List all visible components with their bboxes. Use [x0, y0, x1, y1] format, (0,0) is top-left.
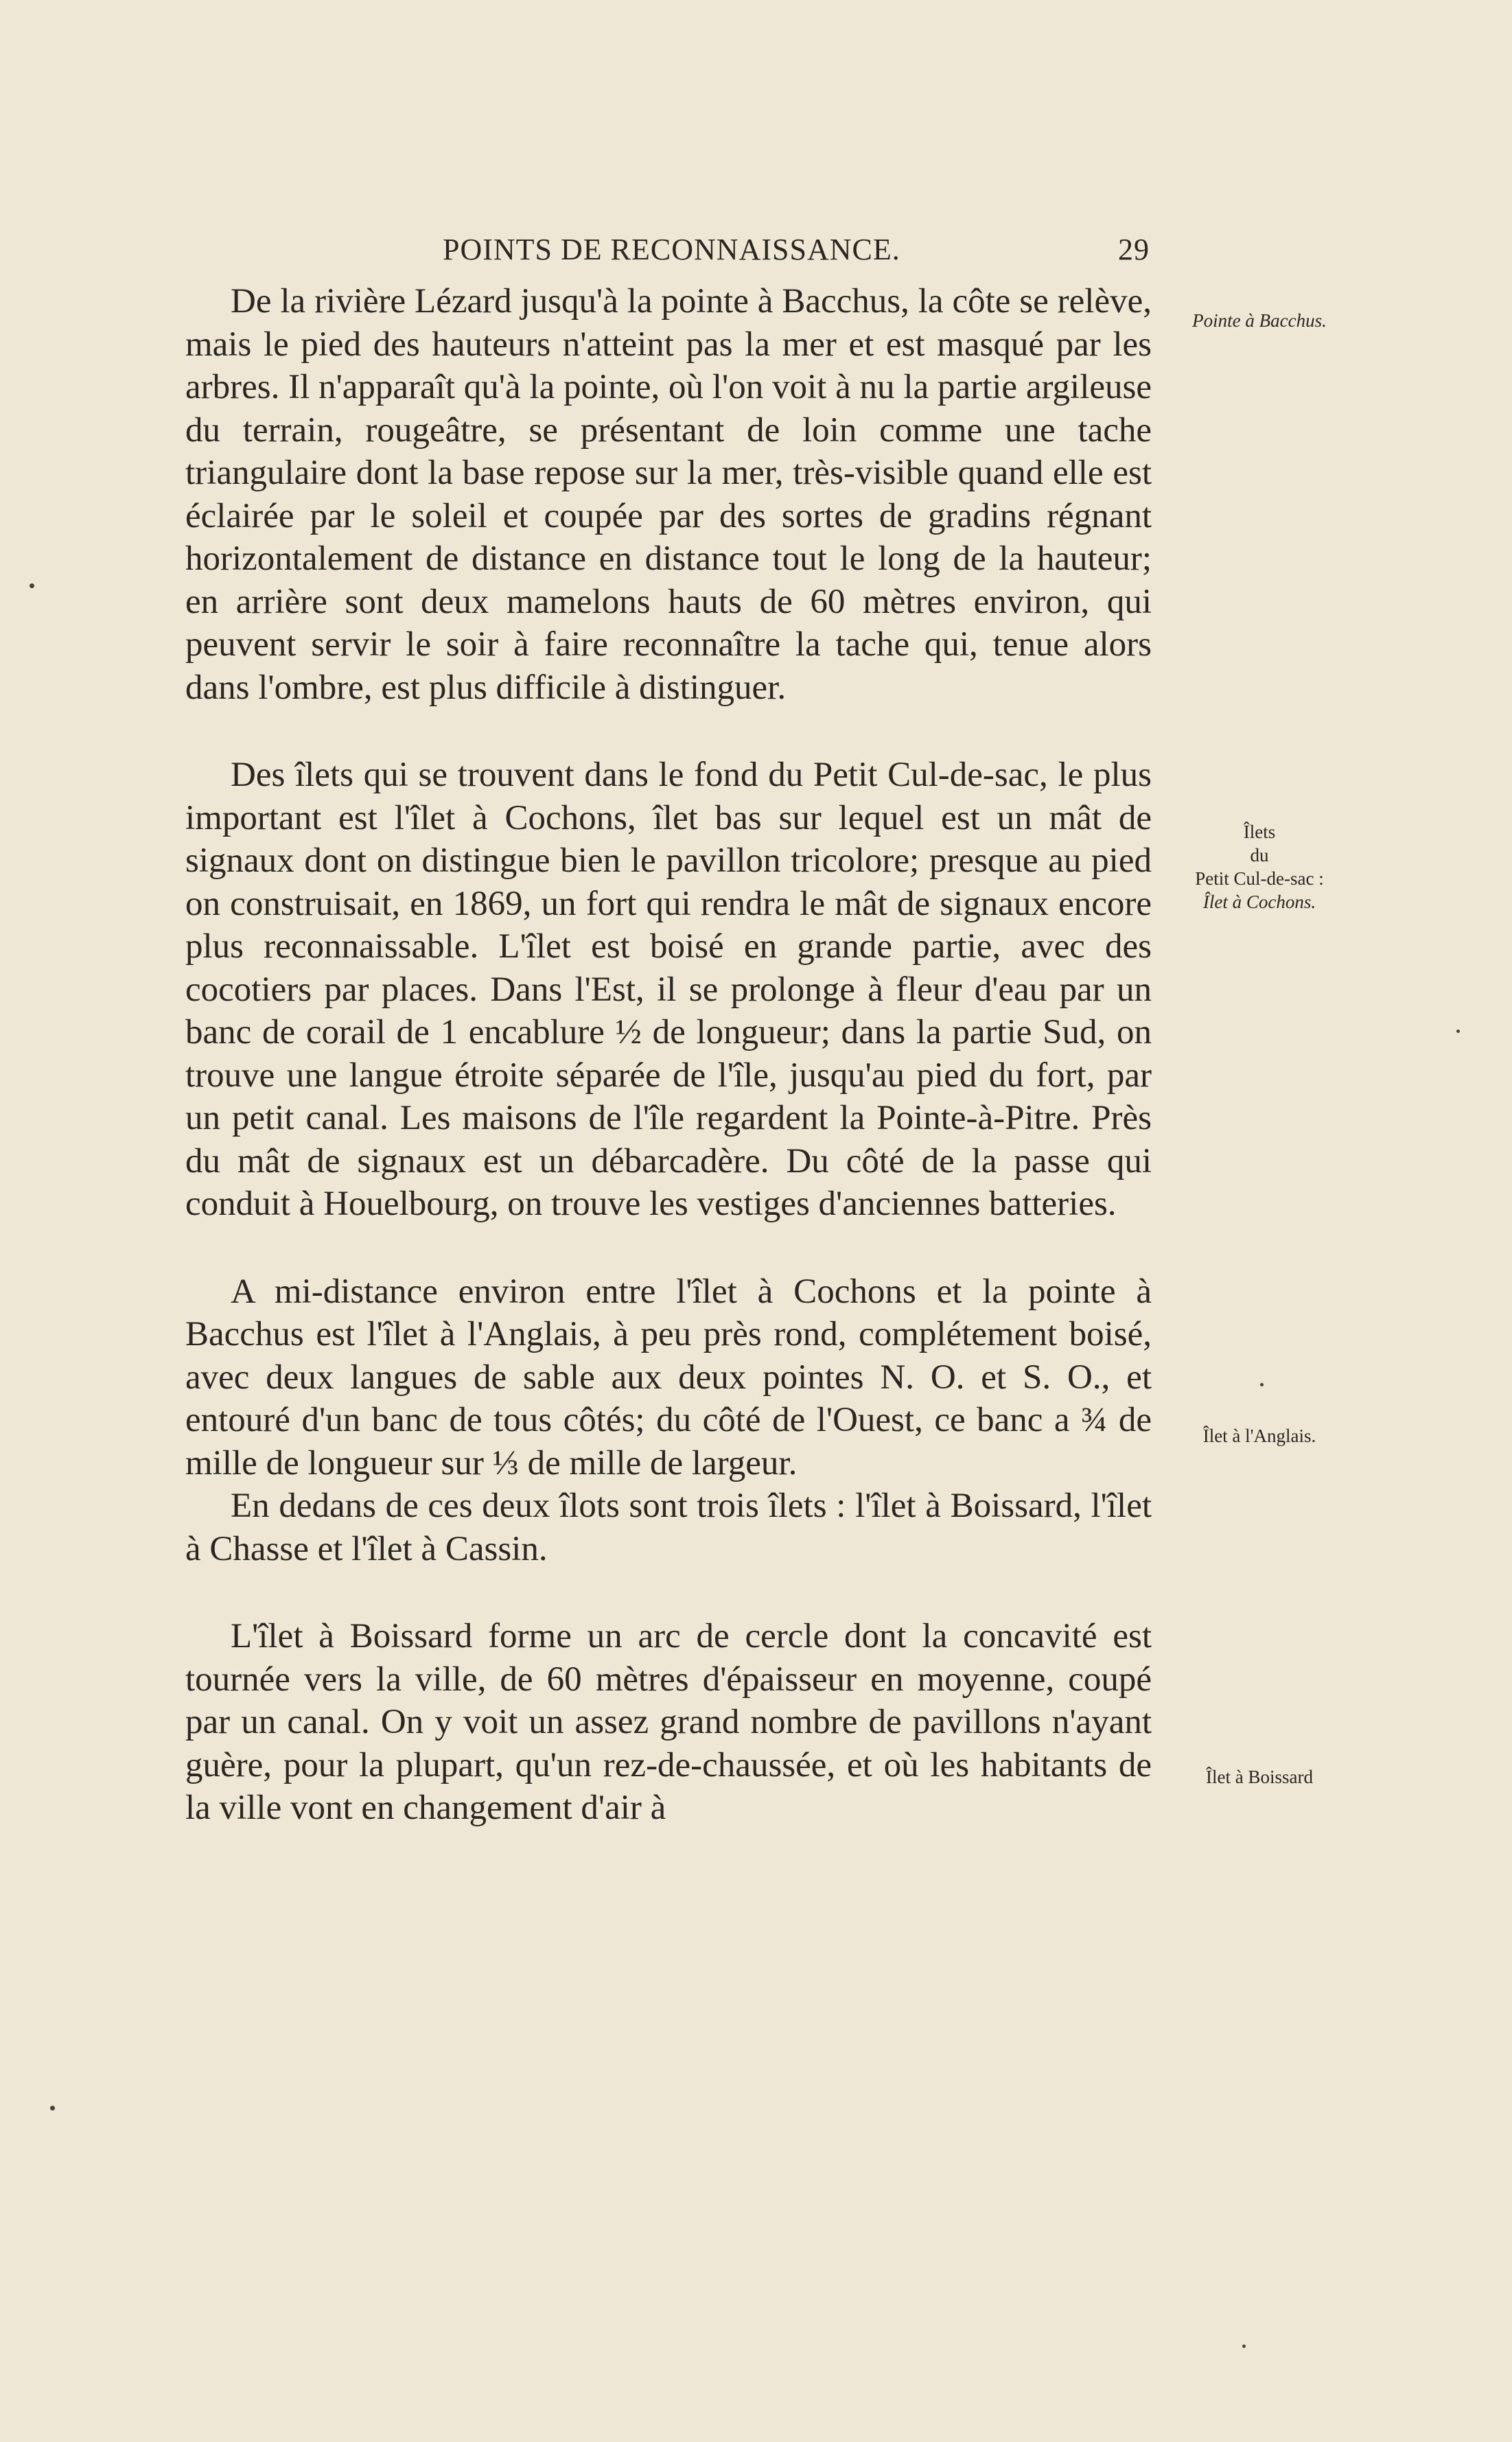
margin-note-ilet-boissard: Îlet à Boissard	[1206, 1767, 1313, 1787]
paragraph-gap	[185, 1570, 1152, 1615]
paper-speck	[1260, 1383, 1264, 1386]
paper-speck	[50, 2106, 55, 2110]
running-header	[192, 232, 1150, 273]
margin-note-ilets-line2: du	[1250, 845, 1269, 865]
paragraph-trois-ilets: En dedans de ces deux îlots sont trois îlets : l'îlet à Boissard, l'îlet à Chasse et l'îlet à Cassin.	[185, 1487, 1152, 1568]
running-title: POINTS DE RECONNAISSANCE.	[443, 233, 900, 266]
main-text	[185, 280, 1152, 1830]
paragraph-ilet-boissard: L'îlet à Boissard forme un arc de cercle dont la concavité est tournée vers la ville, de 60 mètres d'épaisseur en moyenne, coupé par un canal. On y voit un assez grand nombre de pavillons n'ayant guère, pour la plupart, qu'un rez-de-chaussée, et où les habitants de la ville vont en changement d'air à	[185, 1617, 1152, 1827]
paragraph-gap	[185, 1226, 1152, 1270]
paper-speck	[1242, 2345, 1246, 2348]
margin-note-ilet-anglais: Îlet à l'Anglais.	[1202, 1426, 1316, 1446]
paper-speck	[1456, 1030, 1460, 1033]
margin-note-ilets-line1: Îlets	[1243, 822, 1276, 842]
page-number: 29	[1118, 233, 1150, 266]
margin-note-ilet-cochons: Îlet à Cochons.	[1202, 892, 1316, 912]
paragraph-ilet-cochons: Des îlets qui se trouvent dans le fond du Petit Cul-de-sac, le plus important est l'îlet à Cochons, îlet bas sur lequel est un mât de signaux dont on distingue bien le pavillon tricolore; presque au pied on construisait, en 1869, un fort qui rendra le mât de signaux encore plus reconnaissable. L'îlet est boisé en grande partie, avec des cocotiers par places. Dans l'Est, il se prolonge à fleur d'eau par un banc de corail de 1 encablure ½ de longueur; dans la partie Sud, on trouve une langue étroite séparée de l'île, jusqu'au pied du fort, par un petit canal. Les maisons de l'île regardent la Pointe-à-Pitre. Près du mât de signaux est un débarcadère. Du côté de la passe qui conduit à Houelbourg, on trouve les vestiges d'anciennes batteries.	[185, 756, 1152, 1223]
paragraph-pointe-bacchus: De la rivière Lézard jusqu'à la pointe à Bacchus, la côte se relève, mais le pied des hauteurs n'atteint pas la mer et est masqué par les arbres. Il n'apparaît qu'à la pointe, où l'on voit à nu la partie argileuse du terrain, rougeâtre, se présentant de loin comme une tache triangulaire dont la base repose sur la mer, très-visible quand elle est éclairée par le soleil et coupée par des sortes de gradins régnant horizontalement de distance en distance tout le long de la hauteur; en arrière sont deux mamelons hauts de 60 mètres environ, qui peuvent servir le soir à faire reconnaître la tache qui, tenue alors dans l'ombre, est plus difficile à distinguer.	[185, 282, 1152, 707]
margin-note-ilets-line3: Petit Cul-de-sac :	[1195, 868, 1324, 889]
margin-note-pointe-bacchus: Pointe à Bacchus.	[1192, 310, 1327, 331]
paragraph-ilet-anglais: A mi-distance environ entre l'îlet à Cochons et la pointe à Bacchus est l'îlet à l'Anglais, à peu près rond, complétement boisé, avec deux langues de sable aux deux pointes N. O. et S. O., et entouré d'un banc de tous côtés; du côté de l'Ouest, ce banc a ¾ de mille de longueur sur ⅓ de mille de largeur.	[185, 1272, 1152, 1482]
paragraph-gap	[185, 709, 1152, 754]
paper-speck	[30, 583, 34, 588]
margin-note-ilets	[1167, 820, 1352, 914]
